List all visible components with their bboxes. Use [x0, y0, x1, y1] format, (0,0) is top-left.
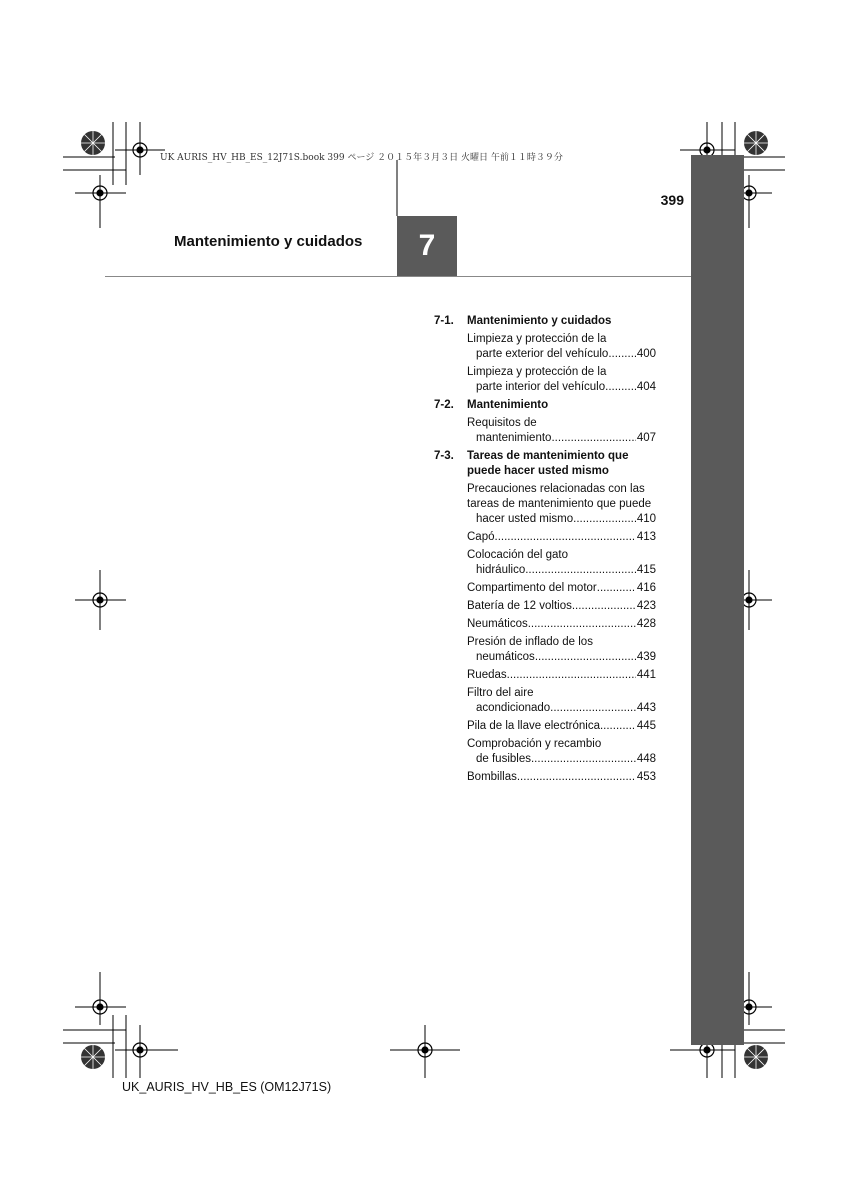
print-info-header: UK AURIS_HV_HB_ES_12J71S.book 399 ページ ２０１５年３月３日 火曜日 午前１１時３９分	[160, 153, 563, 163]
toc-page-number: 448	[636, 753, 656, 765]
toc-page-number: 428	[636, 618, 656, 630]
toc-section	[432, 314, 656, 395]
toc-entry-title-end: hidráulico	[476, 564, 526, 576]
toc-page-number: 407	[636, 432, 656, 444]
toc-section-number: 7-1.	[434, 315, 454, 327]
toc-section-heading[interactable]	[432, 449, 656, 479]
toc-entry[interactable]	[432, 617, 656, 632]
chapter-title: Mantenimiento y cuidados	[174, 233, 363, 250]
toc-page-number: 441	[636, 669, 656, 681]
toc-dot-leader	[550, 701, 636, 716]
toc-entry[interactable]	[432, 548, 656, 578]
footer-document-code: UK_AURIS_HV_HB_ES (OM12J71S)	[122, 1080, 332, 1094]
toc-page-number: 413	[636, 531, 656, 543]
chapter-side-tab	[691, 155, 744, 1045]
toc-entry-title-start: Requisitos de	[467, 417, 537, 429]
toc-entry-title-end: acondicionado	[476, 702, 551, 714]
toc-section-heading[interactable]	[432, 398, 656, 413]
toc-entry-title-start: Precauciones relacionadas con las tareas de mantenimiento que puede	[467, 483, 652, 510]
toc-entry-title-end: mantenimiento	[476, 432, 552, 444]
toc-dot-leader	[525, 563, 636, 578]
toc-entry-title-end: parte interior del vehículo	[476, 381, 606, 393]
toc-entry[interactable]	[432, 686, 656, 716]
toc-dot-leader	[572, 599, 636, 614]
toc-dot-leader	[600, 719, 636, 734]
toc-dot-leader	[608, 347, 635, 362]
toc-entry[interactable]	[432, 737, 656, 767]
toc-entry-title-end: Pila de la llave electrónica	[467, 720, 600, 732]
toc-entry[interactable]	[432, 599, 656, 614]
toc-entry[interactable]	[432, 719, 656, 734]
toc-dot-leader	[605, 380, 636, 395]
table-of-contents	[432, 314, 656, 788]
toc-section-heading[interactable]	[432, 314, 656, 329]
toc-entry[interactable]	[432, 770, 656, 785]
toc-page-number: 453	[636, 771, 656, 783]
toc-dot-leader	[551, 431, 635, 446]
toc-page-number: 400	[636, 348, 656, 360]
toc-page-number: 423	[636, 600, 656, 612]
chapter-number-box: 7	[397, 216, 457, 276]
toc-page-number: 443	[636, 702, 656, 714]
toc-dot-leader	[531, 752, 636, 767]
toc-entry[interactable]	[432, 668, 656, 683]
toc-section-title: Tareas de mantenimiento que puede hacer usted mismo	[467, 450, 629, 477]
toc-entry-title-end: Neumáticos	[467, 618, 528, 630]
toc-dot-leader	[517, 770, 636, 785]
toc-page-number: 410	[636, 513, 656, 525]
toc-section-number: 7-3.	[434, 450, 454, 462]
toc-dot-leader	[573, 512, 636, 527]
toc-page-number: 415	[636, 564, 656, 576]
toc-entry[interactable]	[432, 530, 656, 545]
toc-entry[interactable]	[432, 635, 656, 665]
page-number: 399	[660, 192, 684, 208]
toc-entry-title-end: Bombillas	[467, 771, 517, 783]
toc-entry-title-end: de fusibles	[476, 753, 531, 765]
toc-entry-title-end: hacer usted mismo	[476, 513, 574, 525]
toc-entry-title-start: Presión de inflado de los	[467, 636, 593, 648]
toc-page-number: 404	[636, 381, 656, 393]
toc-dot-leader	[507, 668, 636, 683]
toc-page-number: 445	[636, 720, 656, 732]
toc-entry[interactable]	[432, 365, 656, 395]
toc-entry-title-end: Compartimento del motor	[467, 582, 597, 594]
toc-dot-leader	[597, 581, 636, 596]
toc-entry-title-end: Ruedas	[467, 669, 507, 681]
toc-entry-title-end: Capó	[467, 531, 495, 543]
toc-section-title: Mantenimiento y cuidados	[467, 315, 612, 327]
toc-entry-title-start: Colocación del gato	[467, 549, 569, 561]
toc-entry-title-start: Comprobación y recambio	[467, 738, 602, 750]
toc-entry-title-start: Limpieza y protección de la	[467, 333, 607, 345]
toc-entry-title-start: Filtro del aire	[467, 687, 534, 699]
header-rule	[105, 276, 691, 277]
toc-section-number: 7-2.	[434, 399, 454, 411]
toc-entry[interactable]	[432, 416, 656, 446]
toc-section	[432, 398, 656, 446]
toc-entry[interactable]	[432, 581, 656, 596]
toc-section	[432, 449, 656, 785]
toc-dot-leader	[535, 650, 636, 665]
toc-entry-title-start: Limpieza y protección de la	[467, 366, 607, 378]
toc-dot-leader	[495, 530, 636, 545]
toc-entry[interactable]	[432, 332, 656, 362]
toc-entry-title-end: parte exterior del vehículo	[476, 348, 609, 360]
toc-entry[interactable]	[432, 482, 656, 527]
toc-section-title: Mantenimiento	[467, 399, 549, 411]
toc-entry-title-end: neumáticos	[476, 651, 535, 663]
toc-page-number: 439	[636, 651, 656, 663]
toc-page-number: 416	[636, 582, 656, 594]
toc-entry-title-end: Batería de 12 voltios	[467, 600, 572, 612]
toc-dot-leader	[528, 617, 636, 632]
